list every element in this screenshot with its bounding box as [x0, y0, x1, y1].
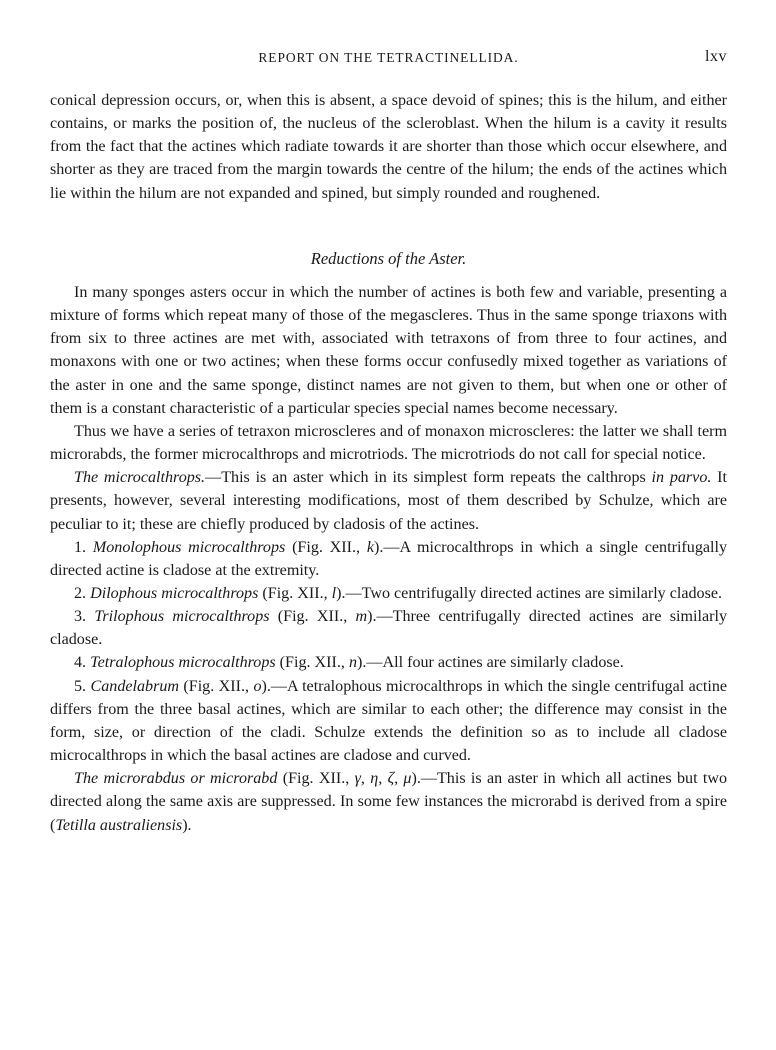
paragraph-microrabd: The microrabdus or microrabd (Fig. XII., γ, η, ζ, μ).—This is an aster in which all actines but two directed along the same axis are suppressed. In some few instances the microrabd is derived from a spire (Tetilla australiensis). [50, 770, 727, 834]
list-item: 2. Dilophous microcalthrops (Fig. XII., l).—Two centrifugally directed actines are similarly cladose. [74, 584, 723, 602]
page-number: lxv [705, 48, 727, 65]
list-item: 5. Candelabrum (Fig. XII., o).—A tetralophous microcalthrops in which the single centrifugal actine differs from the three basal actines, which are similar to each other; the difference may consist in the form, size, or direction of the cladi. Schulze extends the definition so as to include all cladose microcalthrops in which the basal actines are cladose and curved. [50, 677, 728, 765]
running-head: REPORT ON THE TETRACTINELLIDA. [258, 50, 519, 65]
paragraph-reductions: In many sponges asters occur in which the number of actines is both few and variable, presenting a mixture of forms which repeat many of those of the megascleres. Thus in the same sponge triaxons with from six to three actines are met with, associated with tetraxons of from three to four actines, and monaxons with one or two actines; when these forms occur confusedly mixed together as variations of the aster in one and the same sponge, distinct names are not given to them, but when one or other of them is a constant characteristic of a particular species special names become necessary. [50, 283, 727, 417]
section-title: Reductions of the Aster. [310, 248, 467, 268]
term-microcalthrops: The microcalthrops. [74, 469, 206, 487]
list-item: 4. Tetralophous microcalthrops (Fig. XII., n).—All four actines are similarly cladose. [74, 654, 624, 672]
species-name: Tetilla australiensis [55, 816, 183, 834]
term: Monolophous microcalthrops [92, 538, 286, 556]
term: Trilophous microcalthrops [94, 608, 270, 626]
paragraph-microcalthrops: The microcalthrops.—This is an aster which in its simplest form repeats the calthrops in parvo. It presents, however, several interesting modifications, most of them described by Schulze, which are peculiar to it; these are chiefly produced by cladosis of the actines. [50, 469, 727, 533]
term: Candelabrum [90, 677, 179, 695]
term: Dilophous microcalthrops [90, 584, 259, 602]
term-microrabd: The microrabdus or microrabd [74, 770, 278, 788]
phrase-in-parvo: in parvo. [651, 469, 712, 487]
paragraph-continuation: conical depression occurs, or, when this is absent, a space devoid of spines; this is the hilum, and either contains, or marks the position of, the nucleus of the scleroblast. When the hilum is a cavity it results from the fact that the actines which radiate towards it are shorter than those which occur elsewhere, and shorter as they are traced from the margin towards the centre of the hilum; the ends of the actines which lie within the hilum are not expanded and spined, but simply rounded and roughened. [50, 92, 727, 202]
term: Tetralophous microcalthrops [90, 654, 276, 672]
page-header [50, 47, 727, 69]
list-item: 1. Monolophous microcalthrops (Fig. XII., k).—A microcalthrops in which a single centrifugally directed actine is cladose at the extremity. [50, 538, 727, 579]
list-item: 3. Trilophous microcalthrops (Fig. XII., m).—Three centrifugally directed actines are similarly cladose. [50, 608, 727, 649]
paragraph-series: Thus we have a series of tetraxon microscleres and of monaxon microscleres: the latter we shall term microrabds, the former microcalthrops and microtriods. The microtriods do not call for special notice. [50, 422, 727, 464]
body-text [50, 89, 727, 837]
